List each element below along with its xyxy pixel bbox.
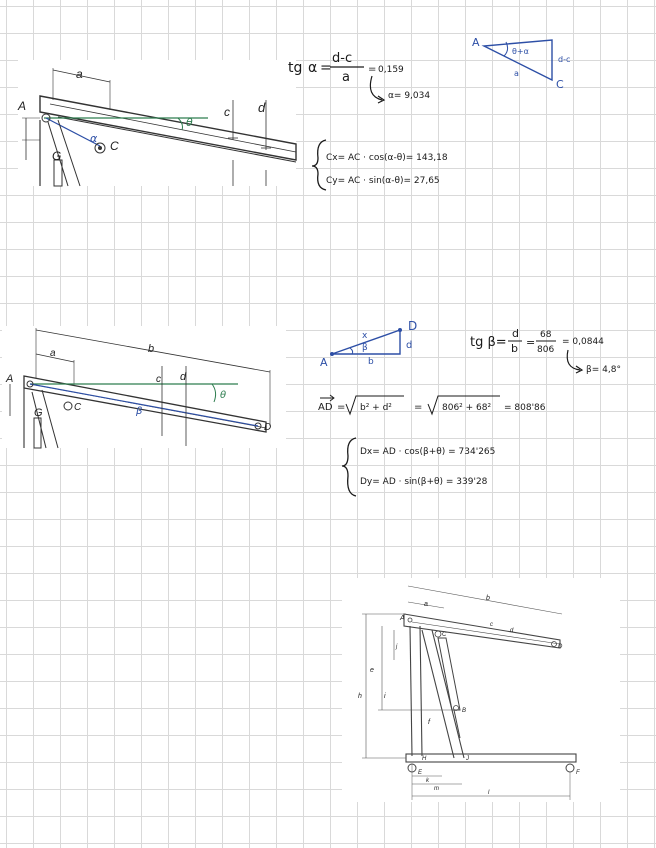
- equation-ad-length: [318, 395, 546, 414]
- label-f: f: [428, 719, 430, 726]
- ad-eq1: =: [337, 402, 346, 413]
- eq1-alpha: α: [308, 60, 318, 76]
- eq1-eq: =: [320, 60, 332, 76]
- label-C: C: [442, 632, 447, 638]
- label-c: c: [224, 105, 230, 119]
- label-i: i: [384, 693, 386, 700]
- eq2-tg: tg β=: [470, 335, 507, 350]
- tri2-d: d: [406, 340, 413, 351]
- sys1-cy: Cy= AC · sin(α-θ)= 27,65: [326, 176, 440, 186]
- label-A: A: [6, 373, 14, 385]
- label-beta: β: [136, 406, 143, 417]
- label-b: b: [486, 595, 490, 602]
- eq2-beta-result: β= 4,8°: [586, 365, 621, 375]
- crane-arm-detail-svg-2: [2, 326, 286, 448]
- label-J: J: [466, 756, 469, 762]
- label-H: H: [422, 756, 427, 762]
- eq1-result: 0,159: [378, 65, 404, 75]
- label-d: d: [180, 371, 187, 383]
- tri2-beta: β: [362, 343, 368, 353]
- ad-lhs: AD: [318, 402, 333, 413]
- label-d: d: [258, 100, 266, 115]
- label-G: G: [34, 407, 43, 419]
- eq1-tg: tg: [288, 60, 303, 76]
- label-b: b: [148, 343, 155, 355]
- crane-full-drawing: [342, 578, 620, 802]
- triangle-diagram-2: [320, 319, 417, 369]
- tri1-hyp: a: [514, 69, 519, 78]
- label-alpha: α: [90, 132, 98, 145]
- tri2-b: b: [368, 357, 374, 367]
- eq2-den: b: [511, 342, 518, 355]
- label-D: D: [558, 644, 563, 650]
- label-F: F: [576, 770, 580, 776]
- tri2-x: x: [362, 331, 368, 341]
- crane-full-svg: [342, 578, 620, 802]
- tri1-angle: θ+α: [512, 47, 529, 56]
- tri2-A: A: [320, 356, 328, 369]
- tri1-opp: d-c: [558, 55, 571, 64]
- ad-eq2: =: [414, 402, 423, 413]
- label-a: a: [424, 601, 428, 608]
- label-D: D: [264, 422, 272, 433]
- eq1-eq2: =: [368, 64, 377, 75]
- eq1-alpha-result: α= 9,034: [388, 91, 431, 101]
- label-A: A: [400, 615, 405, 622]
- eq2-den2: 806: [537, 345, 555, 355]
- eq2-eq: =: [526, 336, 536, 349]
- label-C: C: [110, 139, 119, 153]
- tri2-D: D: [408, 319, 418, 333]
- label-c: c: [156, 374, 161, 385]
- ad-inner2: 806² + 68²: [442, 403, 492, 413]
- label-h: h: [358, 693, 362, 700]
- equation-tan-beta: [470, 327, 621, 375]
- triangle-diagram-1: [472, 36, 570, 91]
- label-B: B: [462, 708, 467, 714]
- eq2-num2: 68: [540, 330, 552, 340]
- sys2-dy: Dy= AD · sin(β+θ) = 339'28: [360, 477, 488, 487]
- eq2-num: d: [512, 327, 519, 340]
- ad-inner1: b² + d²: [360, 403, 392, 413]
- tri1-A: A: [472, 36, 480, 49]
- label-e: e: [370, 667, 374, 674]
- label-j: j: [396, 644, 398, 650]
- eq1-num: d-c: [332, 51, 353, 66]
- eq2-result: = 0,0844: [562, 337, 604, 347]
- label-G: G: [52, 149, 62, 163]
- ad-result: = 808'86: [504, 403, 546, 413]
- crane-arm-detail-drawing-2: [2, 326, 286, 448]
- sys1-cx: Cx= AC · cos(α-θ)= 143,18: [326, 153, 448, 163]
- label-C: C: [74, 402, 82, 413]
- system-c-coordinates: [312, 140, 448, 190]
- equation-tan-alpha: [288, 51, 430, 103]
- label-c: c: [490, 622, 493, 628]
- label-a: a: [50, 348, 56, 359]
- label-A: A: [18, 99, 27, 113]
- crane-arm-detail-drawing-1: [18, 60, 296, 186]
- crane-arm-detail-svg-1: [18, 60, 296, 186]
- label-theta: θ: [186, 116, 193, 129]
- label-k: k: [426, 778, 429, 784]
- sys2-dx: Dx= AD · cos(β+θ) = 734'265: [360, 447, 496, 457]
- label-a: a: [76, 67, 83, 81]
- eq1-den: a: [342, 70, 350, 85]
- tri1-C: C: [556, 78, 564, 91]
- label-E: E: [418, 770, 423, 776]
- label-theta: θ: [220, 390, 227, 401]
- label-l: l: [488, 790, 490, 796]
- label-m: m: [434, 786, 439, 792]
- label-d: d: [510, 628, 514, 634]
- system-d-coordinates: [342, 438, 495, 496]
